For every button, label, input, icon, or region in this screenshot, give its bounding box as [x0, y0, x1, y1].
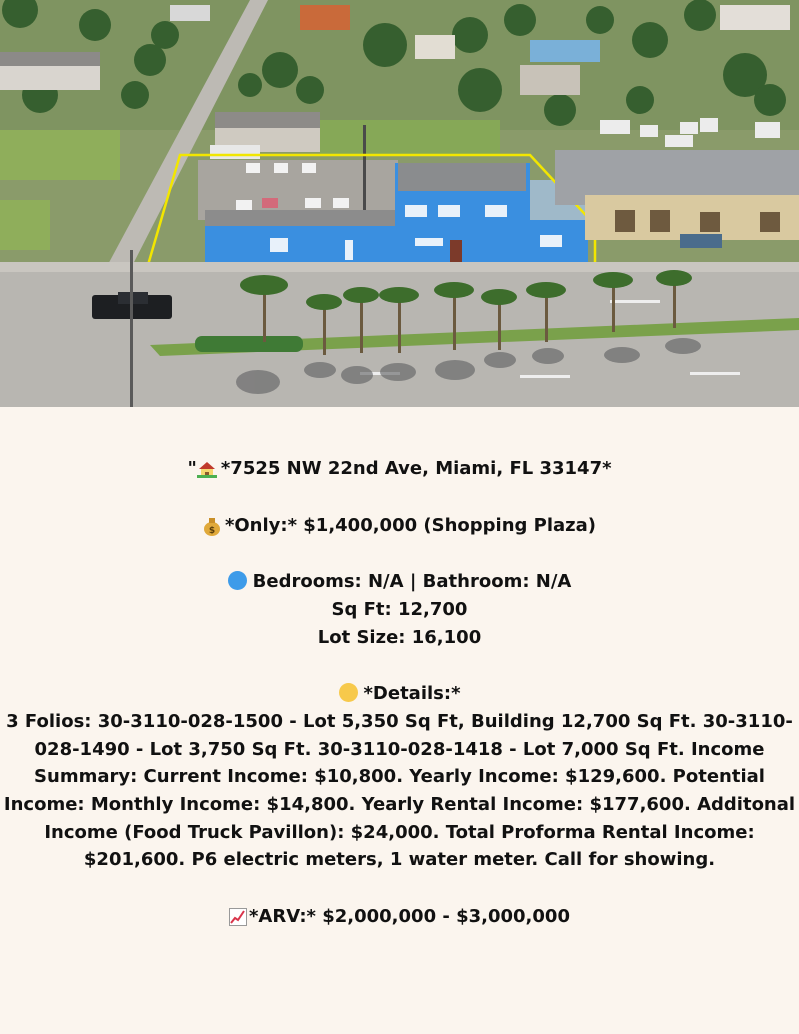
lot-size-line: [0, 624, 799, 652]
details-heading-line: [0, 680, 799, 708]
rooms-line: [0, 568, 799, 596]
svg-text:$: $: [208, 526, 216, 536]
lot-size-text: Lot Size: 16,100: [317, 627, 482, 648]
details-line-3: Summary: Current Income: $10,800. Yearly Income: $129,600. Potential: [34, 766, 765, 787]
price-line: [0, 512, 799, 540]
arv-text: *ARV:* $2,000,000 - $3,000,000: [249, 906, 570, 927]
blue-circle-icon: [228, 571, 247, 590]
details-line-4: Income: Monthly Income: $14,800. Yearly Rental Income: $177,600. Additonal: [3, 794, 796, 815]
details-line-6: $201,600. P6 electric meters, 1 water meter. Call for showing.: [83, 849, 716, 870]
details-line-5: Income (Food Truck Pavillon): $24,000. Total Proforma Rental Income:: [44, 822, 755, 843]
house-with-garden-icon: [197, 460, 217, 478]
aerial-property-photo: [0, 0, 799, 407]
details-line-2: 028-1490 - Lot 3,750 Sq Ft. 30-3110-028-1418 - Lot 7,000 Sq Ft. Income: [34, 739, 765, 760]
details-line-1: 3 Folios: 30-3110-028-1500 - Lot 5,350 Sq Ft, Building 12,700 Sq Ft. 30-3110-: [6, 711, 793, 732]
money-bag-icon: [203, 516, 221, 536]
address-line: " *7525 NW 22nd Ave, Miami, FL 33147*: [187, 458, 612, 479]
details-heading: *Details:*: [363, 683, 461, 704]
price-text: *Only:* $1,400,000 (Shopping Plaza): [224, 515, 597, 536]
yellow-circle-icon: [339, 683, 358, 702]
sqft-text: Sq Ft: 12,700: [331, 599, 468, 620]
listing-text-area: [0, 407, 799, 1034]
arv-line: [0, 903, 799, 931]
chart-increasing-icon: [229, 908, 247, 926]
address-text: *7525 NW 22nd Ave, Miami, FL 33147*: [220, 458, 612, 479]
sqft-line: [0, 596, 799, 624]
rooms-text: Bedrooms: N/A | Bathroom: N/A: [252, 571, 572, 592]
